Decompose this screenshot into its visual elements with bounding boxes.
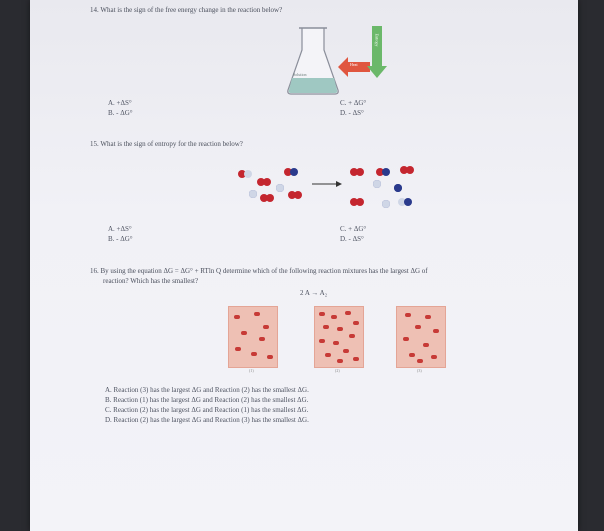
molecule bbox=[243, 190, 257, 199]
q14-option-b[interactable]: B. - ΔG° bbox=[108, 109, 133, 117]
particle bbox=[333, 341, 339, 345]
q15-option-b[interactable]: B. - ΔG° bbox=[108, 235, 133, 243]
q16-option-c[interactable]: C. Reaction (2) has the largest ΔG and Reaction (1) has the smallest ΔG. bbox=[105, 406, 309, 414]
molecule bbox=[350, 198, 364, 207]
particle bbox=[337, 327, 343, 331]
question-15-text: 15. What is the sign of entropy for the reaction below? bbox=[90, 140, 243, 148]
particle bbox=[241, 331, 247, 335]
q16-option-b[interactable]: B. Reaction (1) has the largest ΔG and Reaction (2) has the smallest ΔG. bbox=[105, 396, 309, 404]
particle bbox=[259, 337, 265, 341]
molecule bbox=[238, 170, 252, 179]
particle bbox=[353, 357, 359, 361]
particle bbox=[323, 325, 329, 329]
molecule bbox=[398, 198, 412, 207]
flask-label: Solution bbox=[293, 72, 307, 77]
q15-option-c[interactable]: C. + ΔG° bbox=[340, 225, 367, 233]
particle bbox=[319, 339, 325, 343]
particle bbox=[433, 329, 439, 333]
particle bbox=[409, 353, 415, 357]
molecule bbox=[376, 168, 390, 177]
question-16-text-cont: reaction? Which has the smallest? bbox=[103, 277, 199, 285]
particle bbox=[353, 321, 359, 325]
reaction-mixture-2 bbox=[314, 306, 364, 368]
particle bbox=[345, 311, 351, 315]
particle bbox=[343, 349, 349, 353]
q14-option-c[interactable]: C. + ΔG° bbox=[340, 99, 367, 107]
mixture-2-label: (2) bbox=[335, 368, 340, 373]
particle bbox=[417, 359, 423, 363]
entropy-label: Entropy bbox=[374, 33, 380, 47]
particle bbox=[235, 347, 241, 351]
q15-option-d[interactable]: D. - ΔS° bbox=[340, 235, 364, 243]
mixture-3-label: (3) bbox=[417, 368, 422, 373]
molecule bbox=[388, 184, 402, 193]
reaction-mixture-3 bbox=[396, 306, 446, 368]
molecule bbox=[400, 166, 414, 175]
particle bbox=[349, 334, 355, 338]
particle bbox=[405, 313, 411, 317]
particle bbox=[251, 352, 257, 356]
particle bbox=[431, 355, 437, 359]
flask-diagram bbox=[280, 20, 390, 100]
q14-option-a[interactable]: A. +ΔS° bbox=[108, 99, 132, 107]
particle bbox=[403, 337, 409, 341]
molecule bbox=[288, 191, 302, 200]
molecule bbox=[350, 168, 364, 177]
particle bbox=[425, 315, 431, 319]
worksheet-page bbox=[30, 0, 578, 531]
particle bbox=[267, 355, 273, 359]
particle bbox=[254, 312, 260, 316]
question-14-text: 14. What is the sign of the free energy change in the reaction below? bbox=[90, 6, 283, 14]
q16-option-a[interactable]: A. Reaction (3) has the largest ΔG and Reaction (2) has the smallest ΔG. bbox=[105, 386, 309, 394]
reaction-arrow bbox=[312, 180, 342, 188]
particle bbox=[331, 315, 337, 319]
molecule bbox=[376, 200, 390, 209]
particle bbox=[325, 353, 331, 357]
reaction-mixture-1 bbox=[228, 306, 278, 368]
reaction-equation: 2 A → A₂ bbox=[300, 289, 328, 297]
q15-option-a[interactable]: A. +ΔS° bbox=[108, 225, 132, 233]
heat-label: Heat bbox=[350, 62, 358, 67]
q14-option-d[interactable]: D. - ΔS° bbox=[340, 109, 364, 117]
question-16-text: 16. By using the equation ΔG = ΔG° + RTln Q determine which of the following reaction mixtures has the largest ΔG of bbox=[90, 267, 428, 275]
molecule bbox=[260, 194, 274, 203]
molecule bbox=[270, 184, 284, 193]
particle bbox=[423, 343, 429, 347]
molecule bbox=[367, 180, 381, 189]
particle bbox=[319, 312, 325, 316]
particle bbox=[415, 325, 421, 329]
particle bbox=[263, 325, 269, 329]
molecule bbox=[257, 178, 271, 187]
particle bbox=[337, 359, 343, 363]
mixture-1-label: (1) bbox=[249, 368, 254, 373]
particle bbox=[234, 315, 240, 319]
molecule bbox=[284, 168, 298, 177]
q16-option-d[interactable]: D. Reaction (2) has the largest ΔG and Reaction (3) has the smallest ΔG. bbox=[105, 416, 309, 424]
